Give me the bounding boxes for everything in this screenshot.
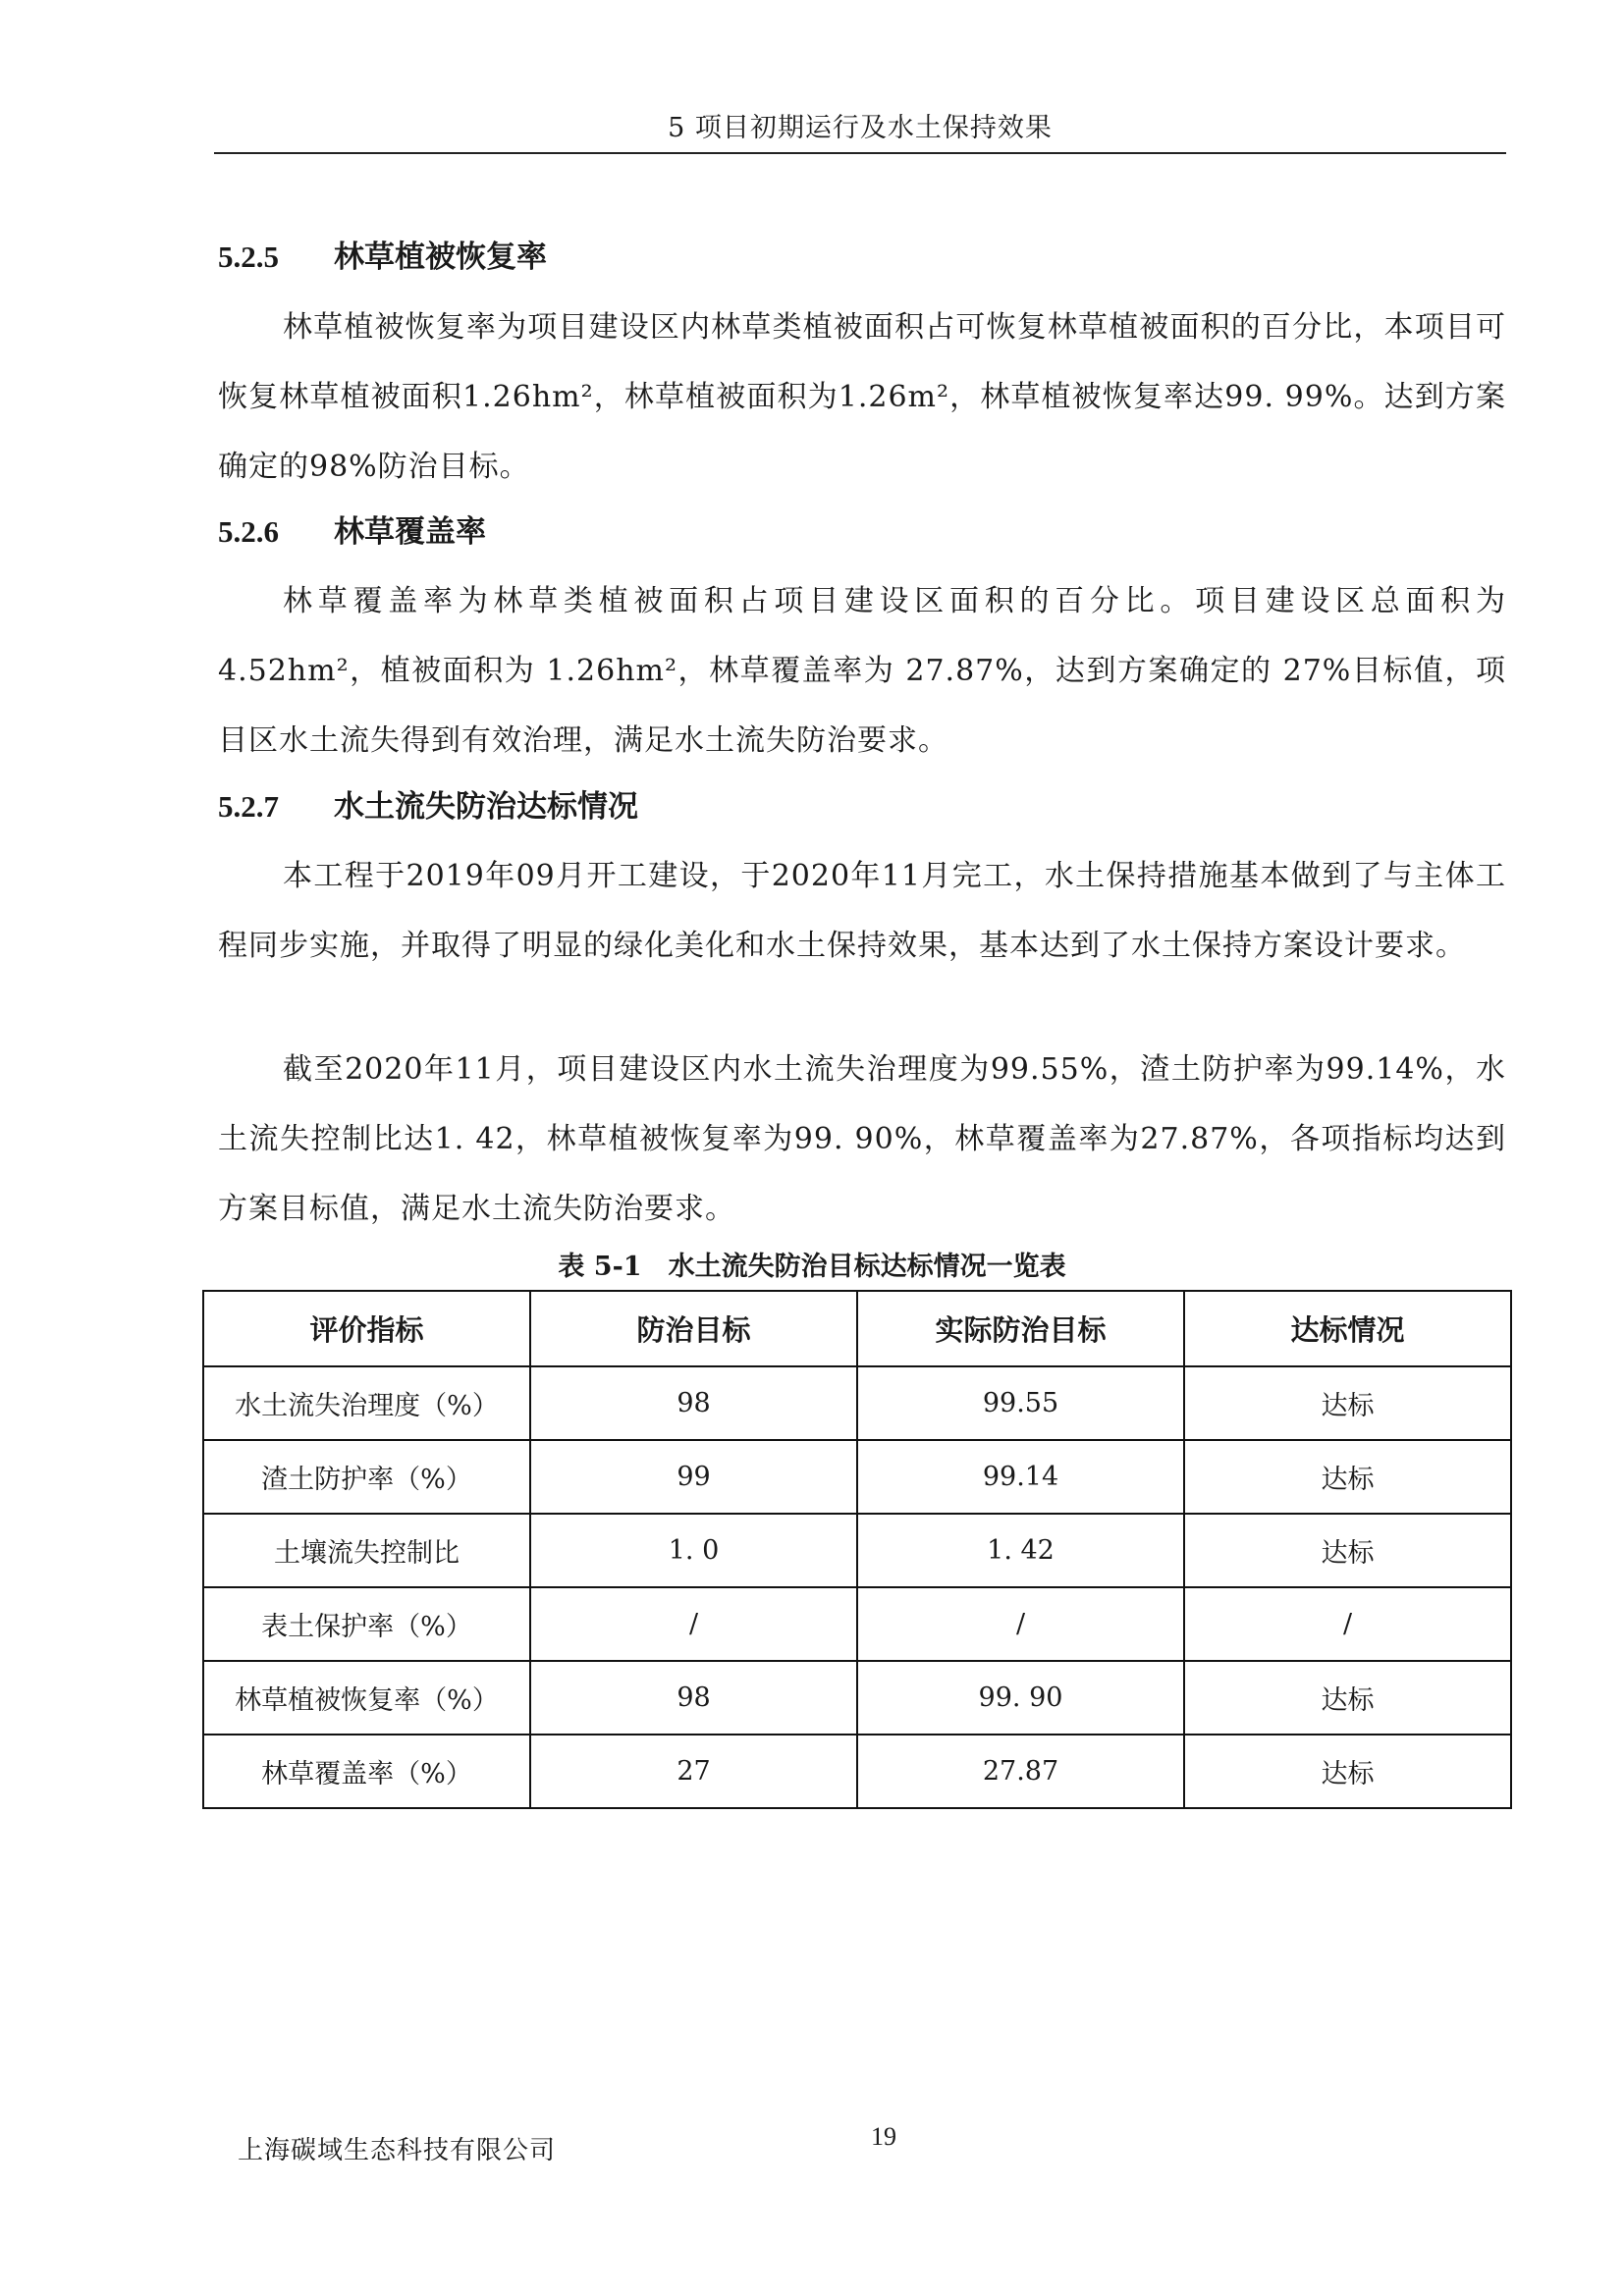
table-cell: 99 — [530, 1440, 857, 1514]
table-cell: 达标 — [1184, 1366, 1511, 1440]
table-cell: 1. 42 — [857, 1514, 1184, 1587]
section-number: 5.2.6 — [218, 514, 279, 549]
footer-company-name: 上海碳域生态科技有限公司 — [238, 2136, 557, 2165]
table-row — [203, 1735, 1511, 1808]
table-cell: 98 — [530, 1661, 857, 1735]
section-title: 林草覆盖率 — [334, 514, 486, 550]
section-heading-5-2-7 — [218, 781, 638, 826]
table-caption: 表 5-1 水土流失防治目标达标情况一览表 — [558, 1252, 1066, 1282]
table-cell: 27 — [530, 1735, 857, 1808]
page-header-title: 5 项目初期运行及水土保持效果 — [668, 113, 1053, 143]
compliance-table — [202, 1290, 1512, 1809]
section-heading-5-2-6 — [218, 507, 486, 551]
section-number: 5.2.5 — [218, 240, 279, 274]
section-heading-5-2-5 — [218, 232, 547, 276]
table-cell: / — [857, 1587, 1184, 1661]
table-row — [203, 1440, 1511, 1514]
section-number: 5.2.7 — [218, 789, 279, 824]
section-title: 林草植被恢复率 — [334, 240, 547, 275]
table-cell: 达标 — [1184, 1661, 1511, 1735]
column-header: 评价指标 — [203, 1291, 530, 1366]
table-cell: 99. 90 — [857, 1661, 1184, 1735]
table-cell: 27.87 — [857, 1735, 1184, 1808]
page-number: 19 — [871, 2122, 896, 2151]
table-cell: 99.14 — [857, 1440, 1184, 1514]
table-cell: 渣土防护率（%） — [203, 1440, 530, 1514]
table-row — [203, 1366, 1511, 1440]
paragraph: 本工程于2019年09月开工建设，于2020年11月完工，水土保持措施基本做到了与主体工程同步实施，并取得了明显的绿化美化和水土保持效果，基本达到了水土保持方案设计要求。 — [218, 859, 1506, 963]
column-header: 达标情况 — [1184, 1291, 1511, 1366]
table-cell: / — [1184, 1587, 1511, 1661]
paragraph: 林草植被恢复率为项目建设区内林草类植被面积占可恢复林草植被面积的百分比，本项目可恢复林草植被面积1.26hm²，林草植被面积为1.26m²，林草植被恢复率达99. 99%。达到方案确定的98%防治目标。 — [218, 310, 1506, 484]
column-header: 防治目标 — [530, 1291, 857, 1366]
table-row — [203, 1587, 1511, 1661]
paragraph: 截至2020年11月，项目建设区内水土流失治理度为99.55%，渣土防护率为99.14%，水土流失控制比达1. 42，林草植被恢复率为99. 90%，林草覆盖率为27.87%，各项指标均达到方案目标值，满足水土流失防治要求。 — [218, 1052, 1506, 1226]
table-cell: 达标 — [1184, 1440, 1511, 1514]
table-cell: 1. 0 — [530, 1514, 857, 1587]
table-header-row — [203, 1291, 1511, 1366]
table-cell: 达标 — [1184, 1514, 1511, 1587]
table-cell: 土壤流失控制比 — [203, 1514, 530, 1587]
table-cell: / — [530, 1587, 857, 1661]
table-row — [203, 1514, 1511, 1587]
column-header: 实际防治目标 — [857, 1291, 1184, 1366]
table-cell: 林草覆盖率（%） — [203, 1735, 530, 1808]
table-cell: 林草植被恢复率（%） — [203, 1661, 530, 1735]
table-cell: 水土流失治理度（%） — [203, 1366, 530, 1440]
table-cell: 表土保护率（%） — [203, 1587, 530, 1661]
table-row — [203, 1661, 1511, 1735]
table-cell: 99.55 — [857, 1366, 1184, 1440]
table-cell: 达标 — [1184, 1735, 1511, 1808]
table-cell: 98 — [530, 1366, 857, 1440]
header-divider — [214, 152, 1506, 154]
paragraph: 林草覆盖率为林草类植被面积占项目建设区面积的百分比。项目建设区总面积为4.52hm²，植被面积为 1.26hm²，林草覆盖率为 27.87%，达到方案确定的 27%目标值，项目区水土流失得到有效治理，满足水土流失防治要求。 — [218, 584, 1506, 758]
section-title: 水土流失防治达标情况 — [334, 789, 638, 825]
